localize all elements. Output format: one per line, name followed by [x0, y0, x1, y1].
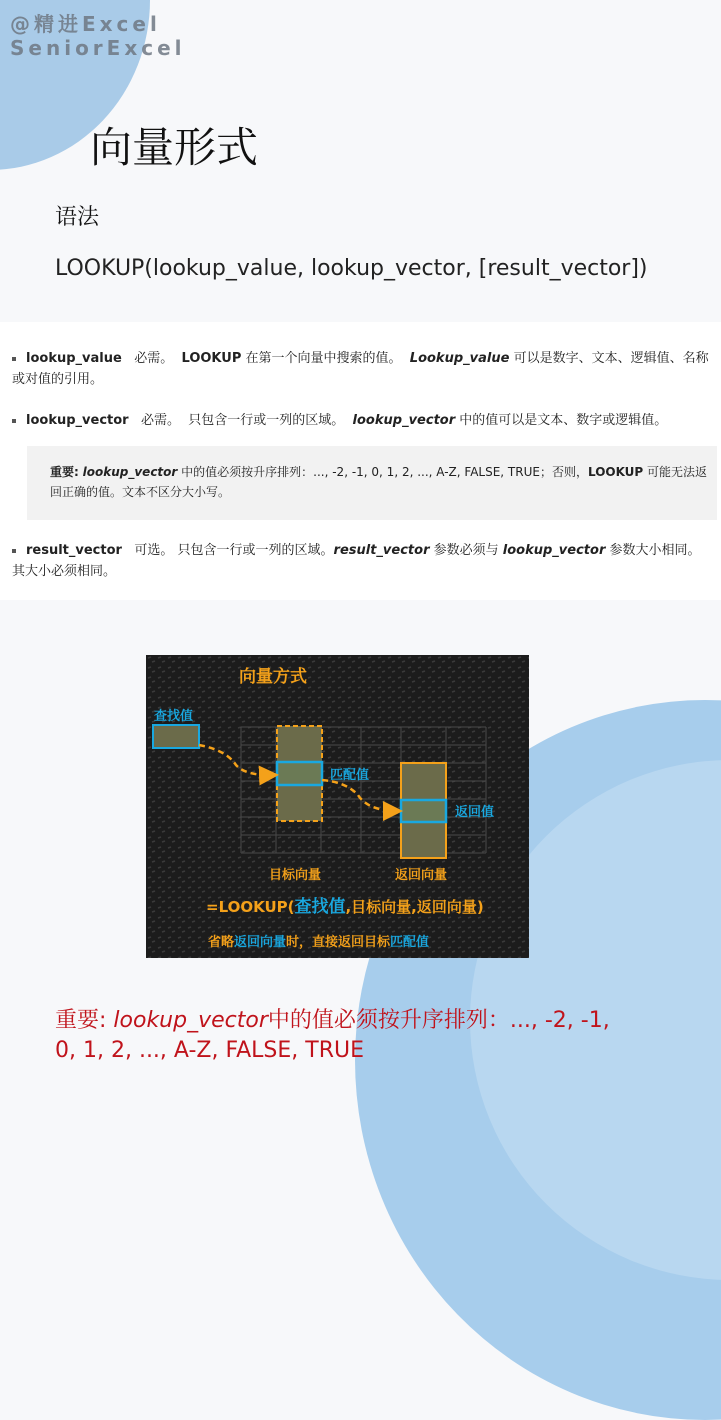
- syntax-label: 语法: [55, 205, 100, 230]
- param-text: LOOKUP: [181, 351, 242, 366]
- return-value-label: 返回值: [455, 805, 495, 820]
- bullet-icon: [12, 419, 16, 423]
- match-value-label: 匹配值: [330, 768, 370, 783]
- param-text: 在第一个向量中搜索的值。: [245, 351, 402, 366]
- param-text: 可以是数字、文本、逻辑值、名称或对值的引用。: [12, 351, 709, 387]
- param-text: 只包含一行或一列的区域。: [177, 543, 334, 558]
- param-required: 必需。: [140, 413, 180, 428]
- note-text: LOOKUP: [587, 465, 644, 479]
- lookup-value-label: 查找值: [154, 709, 194, 724]
- lookup-value-box: [153, 725, 199, 748]
- watermark-line2: SeniorExcel: [10, 36, 186, 60]
- bottom-note-label: 重要:: [55, 1008, 114, 1033]
- bullet-icon: [12, 357, 16, 361]
- note-text: 中的值必须按升序排列：..., -2, -1, 0, 1, 2, ..., A-Z, FALSE, TRUE；否则，: [181, 465, 588, 479]
- param-required: 必需。: [134, 351, 174, 366]
- important-note-box: [27, 446, 717, 520]
- bottom-note-text: 中的值必须按升序排列：..., -2, -1, 0, 1, 2, ..., A-Z, FALSE, TRUE: [55, 1008, 610, 1063]
- param-name: result_vector: [26, 543, 122, 558]
- param-text: Lookup_value: [409, 351, 510, 366]
- param-text: 中的值可以是文本、数字或逻辑值。: [459, 413, 668, 428]
- target-vector-label: 目标向量: [269, 868, 322, 883]
- result-vector-label: 返回向量: [395, 868, 448, 883]
- param-lookup-value: [12, 348, 712, 390]
- param-text: lookup_vector: [352, 413, 456, 428]
- diagram-title: 向量方式: [239, 667, 307, 687]
- documentation-panel: [0, 322, 721, 600]
- param-name: lookup_vector: [26, 413, 129, 428]
- match-value-box: [277, 762, 322, 785]
- diagram-formula: =LOOKUP(查找值,目标向量,返回向量): [206, 897, 484, 917]
- bullet-icon: [12, 549, 16, 553]
- bottom-note-italic: lookup_vector: [113, 1008, 268, 1033]
- param-result-vector: [12, 540, 712, 582]
- note-text: 可能无法返回正确的值。文本不区分大小写。: [50, 465, 708, 499]
- bottom-important-note: [55, 1006, 635, 1066]
- param-text: 只包含一行或一列的区域。: [188, 413, 345, 428]
- param-lookup-vector: [12, 410, 712, 431]
- param-name: lookup_value: [26, 351, 122, 366]
- param-text: 参数大小相同。其大小必须相同。: [12, 543, 701, 579]
- param-text: 参数必须与: [433, 543, 499, 558]
- page-title: 向量形式: [90, 123, 259, 172]
- param-text: lookup_vector: [502, 543, 606, 558]
- watermark-line1: @精进Excel: [10, 12, 161, 36]
- note-label: 重要:: [50, 465, 79, 479]
- diagram-omit-note: 省略返回向量时，直接返回目标匹配值: [208, 935, 430, 950]
- note-text: lookup_vector: [82, 465, 178, 479]
- return-value-box: [401, 800, 446, 822]
- syntax-formula: LOOKUP(lookup_value, lookup_vector, [result_vector]): [55, 256, 648, 281]
- param-required: 可选。: [134, 543, 174, 558]
- param-text: result_vector: [333, 543, 430, 558]
- lookup-vector-diagram: [146, 655, 529, 958]
